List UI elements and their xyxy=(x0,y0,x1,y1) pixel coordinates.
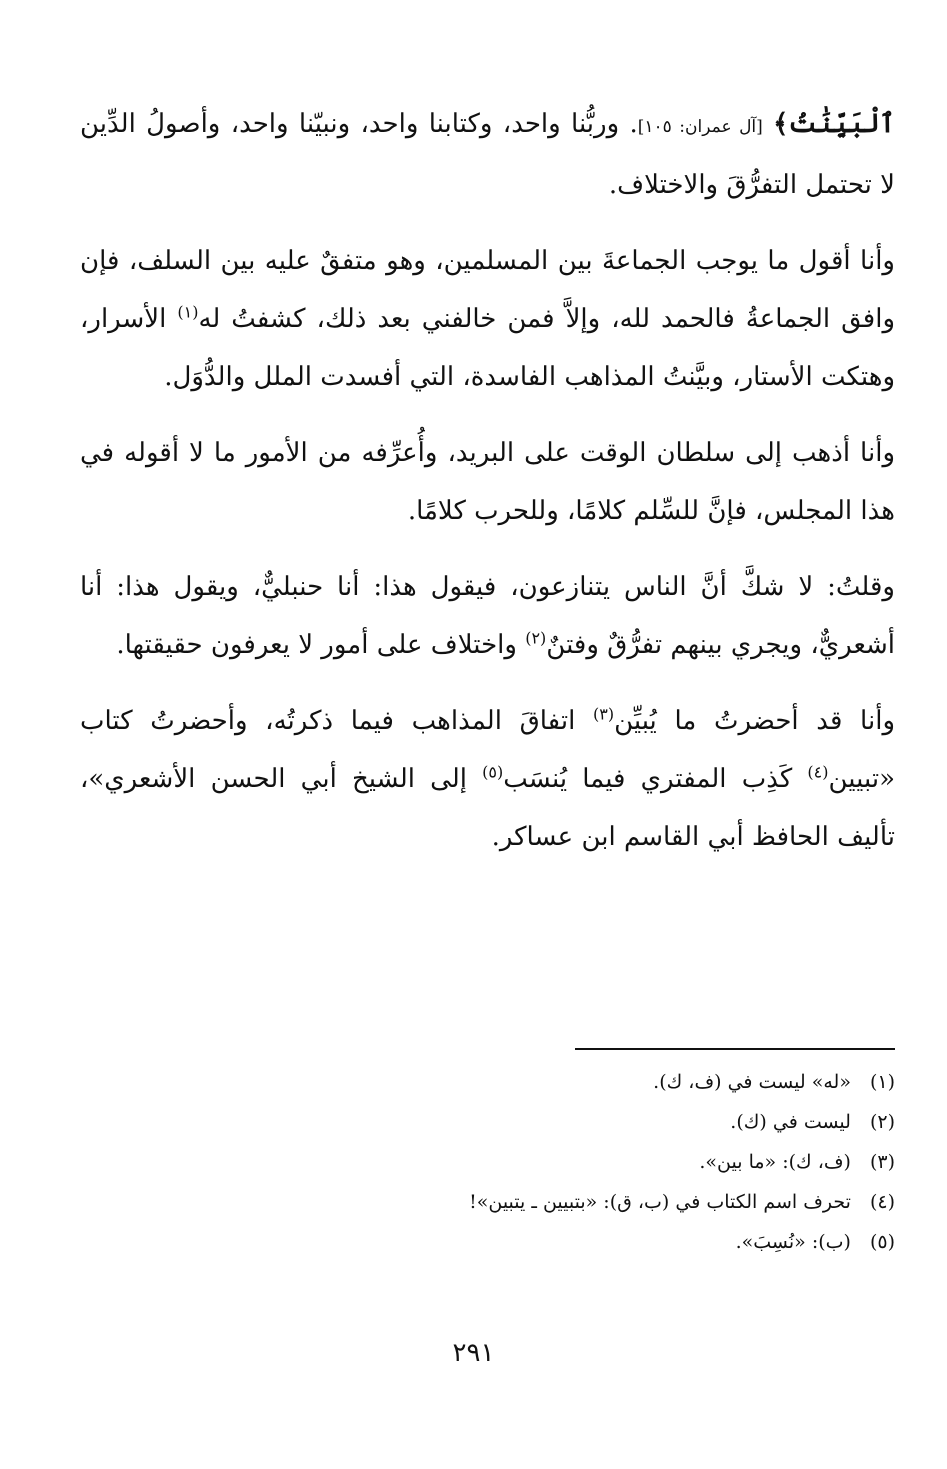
paragraph-3-text: وأنا أذهب إلى سلطان الوقت على البريد، وأُعرِّفه من الأمور ما لا أقوله في هذا المجلس، فإنَّ للسِّلم كلامًا، وللحرب كلامًا. xyxy=(80,438,895,526)
paragraph-4-text-b: واختلاف على أمور لا يعرفون حقيقتها. xyxy=(116,630,526,660)
quran-verse-fragment: ٱلْبَيِّنَٰتُ﴾ xyxy=(773,109,896,139)
footnote-divider xyxy=(575,1048,895,1050)
footnote-ref-5[interactable]: (٥) xyxy=(482,762,504,782)
main-text xyxy=(80,95,895,884)
page-number: ٢٩١ xyxy=(452,1338,495,1368)
footnote-ref-3[interactable]: (٣) xyxy=(592,704,615,724)
footnote-text: ليست في (ك). xyxy=(730,1111,851,1133)
paragraph-1-text: . وربُّنا واحد، وكتابنا واحد، ونبيّنا واحد، وأصولُ الدِّين لا تحتمل التفرُّقَ والاختلاف. xyxy=(80,109,895,200)
paragraph-5-text-b: اتفاقَ المذاهب فيما ذكرتُه، وأحضرتُ كتاب «تبيين xyxy=(80,706,895,794)
footnote-text: «له» ليست في (ف، ك). xyxy=(653,1071,851,1093)
footnote-4 xyxy=(80,1182,895,1222)
footnotes xyxy=(80,1062,895,1262)
footnote-ref-4[interactable]: (٤) xyxy=(807,762,829,782)
footnote-2 xyxy=(80,1102,895,1142)
paragraph-2-text-a: وأنا أقول ما يوجب الجماعةَ بين المسلمين، وهو متفقٌ عليه بين السلف، فإن وافق الجماعةُ فالحمد لله، وإلاَّ فمن خالفني بعد ذلك، كشفتُ له xyxy=(80,246,895,334)
footnote-number: (٥) xyxy=(869,1231,895,1253)
paragraph-2-text-b: الأسرار، وهتكت الأستار، وبيَّنتُ المذاهب الفاسدة، التي أفسدت الملل والدُّوَل. xyxy=(80,304,895,392)
footnote-text: (ب): «نُسِبَ». xyxy=(735,1231,851,1253)
footnote-ref-2[interactable]: (٢) xyxy=(525,628,547,648)
paragraph-5-text-d: إلى الشيخ أبي الحسن الأشعري»، تأليف الحافظ أبي القاسم ابن عساكر. xyxy=(80,764,895,852)
footnote-3 xyxy=(80,1142,895,1182)
verse-citation: [آل عمران: ١٠٥] xyxy=(637,117,763,137)
paragraph-5 xyxy=(80,692,895,866)
footnote-5 xyxy=(80,1222,895,1262)
paragraph-4-text-a: وقلتُ: لا شكَّ أنَّ الناس يتنازعون، فيقول هذا: أنا حنبليٌّ، ويقول هذا: أنا أشعريٌّ، ويجري بينهم تفرُّقٌ وفتنٌ xyxy=(80,572,895,660)
footnote-number: (٣) xyxy=(869,1151,895,1173)
paragraph-3 xyxy=(80,424,895,540)
footnote-number: (١) xyxy=(869,1071,895,1093)
paragraph-4 xyxy=(80,558,895,674)
footnote-number: (٤) xyxy=(869,1191,895,1213)
footnote-ref-1[interactable]: (١) xyxy=(177,302,199,322)
footnote-text: (ف، ك): «ما بين». xyxy=(699,1151,851,1173)
paragraph-2 xyxy=(80,232,895,406)
footnote-number: (٢) xyxy=(869,1111,895,1133)
paragraph-5-text-a: وأنا قد أحضرتُ ما يُبيِّن xyxy=(614,706,895,736)
footnote-1 xyxy=(80,1062,895,1102)
paragraph-5-text-c: كَذِب المفتري فيما يُنسَب xyxy=(503,764,808,794)
paragraph-1 xyxy=(80,95,895,214)
footnote-text: تحرف اسم الكتاب في (ب، ق): «بتبيين ـ يتبين»! xyxy=(469,1191,851,1213)
